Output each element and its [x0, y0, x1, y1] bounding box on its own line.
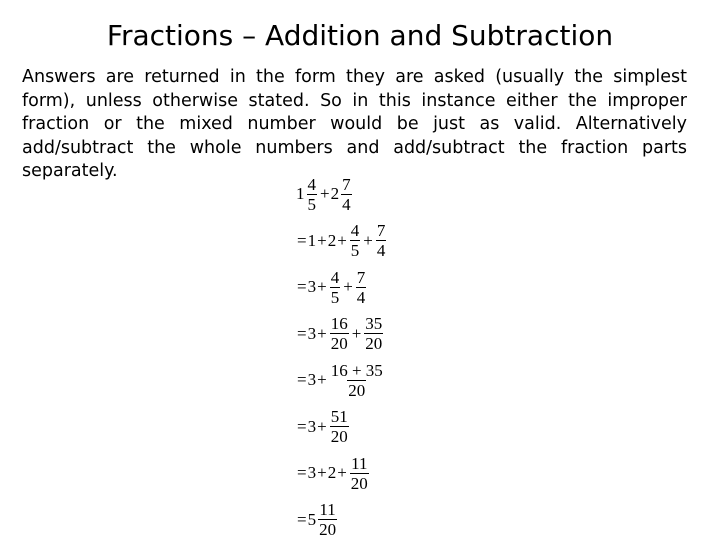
fraction	[330, 268, 341, 307]
equation-step	[296, 265, 388, 309]
denominator: 20	[350, 473, 368, 493]
denominator: 5	[330, 287, 340, 307]
operator: +	[343, 277, 353, 296]
numerator: 4	[307, 174, 316, 194]
operator: =	[297, 323, 307, 343]
denominator: 20	[365, 334, 383, 353]
fraction	[350, 454, 369, 493]
fraction	[376, 221, 387, 260]
equation-step	[296, 358, 388, 402]
operator: +	[351, 323, 362, 343]
equation-step	[296, 498, 388, 542]
denominator: 5	[350, 241, 360, 260]
denominator: 20	[330, 427, 348, 446]
equation-step	[296, 312, 388, 356]
fraction	[318, 500, 337, 539]
operator: =	[297, 277, 307, 296]
worked-example	[296, 172, 388, 544]
fraction	[364, 314, 383, 353]
numerator: 11	[351, 453, 368, 473]
fraction	[356, 268, 367, 307]
denominator: 4	[356, 287, 366, 307]
numerator: 4	[350, 221, 360, 240]
numerator: 16	[330, 314, 348, 333]
denominator: 20	[348, 380, 366, 400]
operator: +	[317, 463, 327, 482]
operator: =	[297, 416, 307, 436]
operator: +	[363, 230, 373, 250]
term: 1	[296, 184, 305, 203]
slide-title: Fractions – Addition and Subtraction	[106, 19, 614, 52]
operator: +	[317, 416, 327, 436]
operator: =	[297, 370, 307, 389]
denominator: 20	[330, 334, 348, 353]
numerator: 7	[342, 174, 351, 194]
explanation-paragraph: Answers are returned in the form they are asked (usually the simplest form), unless otherwise stated. So in this instance either the improper fraction or the mixed number would be just as valid. Alternatively add/subtract the whole numbers and add/subtract the fraction parts separately.	[22, 67, 687, 181]
denominator: 4	[376, 241, 386, 260]
numerator: 4	[330, 267, 340, 287]
fraction	[307, 175, 318, 214]
term: 3	[307, 370, 317, 389]
operator: +	[337, 463, 347, 482]
numerator: 35	[365, 314, 383, 333]
operator: =	[297, 463, 307, 482]
equation-step	[296, 219, 388, 263]
fraction	[330, 407, 349, 446]
term: 3	[307, 416, 317, 436]
operator: =	[297, 509, 307, 529]
equation-step	[296, 172, 388, 216]
operator: +	[317, 230, 327, 250]
fraction	[341, 175, 352, 214]
term: 3	[307, 277, 317, 296]
term: 1	[307, 230, 317, 250]
operator: +	[337, 230, 347, 250]
operator: +	[320, 184, 330, 203]
term: 3	[307, 323, 317, 343]
numerator: 7	[356, 267, 366, 287]
fraction	[330, 361, 384, 400]
operator: +	[317, 277, 327, 296]
term: 5	[307, 509, 317, 529]
term: 3	[307, 463, 317, 482]
numerator: 16 + 35	[330, 360, 383, 380]
operator: +	[317, 370, 327, 389]
fraction	[350, 221, 361, 260]
fraction	[330, 314, 349, 353]
numerator: 51	[330, 407, 348, 426]
denominator: 20	[319, 520, 337, 539]
denominator: 4	[342, 194, 351, 214]
equation-step	[296, 405, 388, 449]
numerator: 11	[319, 500, 336, 519]
equation-step	[296, 451, 388, 495]
operator: +	[317, 323, 327, 343]
term: 2	[330, 184, 340, 203]
numerator: 7	[376, 221, 386, 240]
operator: =	[297, 230, 307, 250]
denominator: 5	[307, 194, 316, 214]
term: 2	[327, 230, 337, 250]
term: 2	[327, 463, 337, 482]
